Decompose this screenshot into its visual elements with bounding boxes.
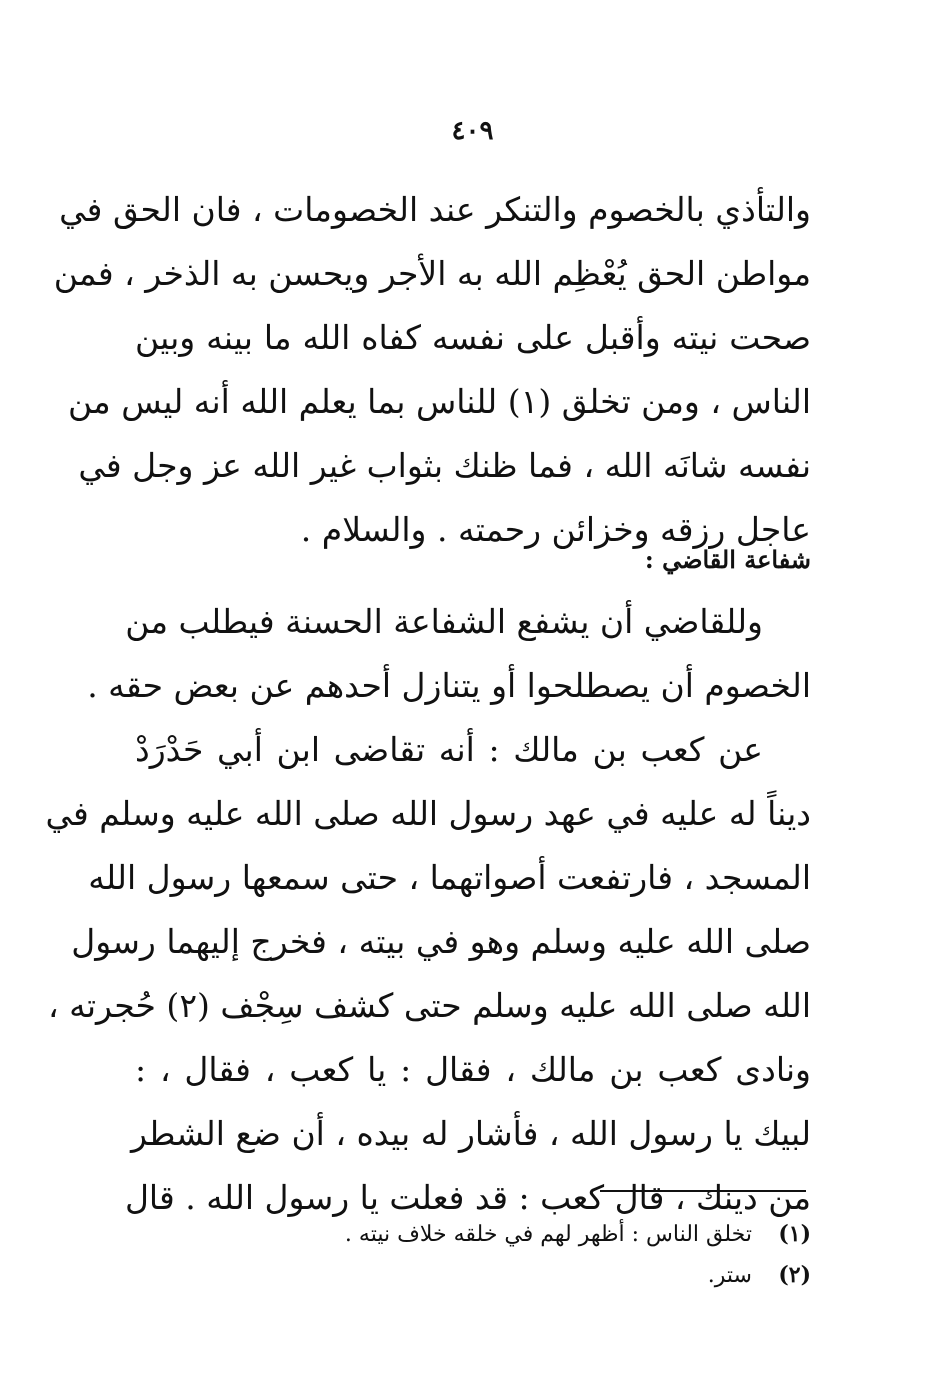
text-line: الناس ، ومن تخلق (١) للناس بما يعلم الله أنه ليس من xyxy=(67,382,811,421)
footnote-number: (١) xyxy=(778,1221,811,1247)
paragraph-intercession xyxy=(45,590,811,1230)
paragraph-conduct xyxy=(53,178,811,562)
footnote-text: تخلق الناس : أظهر لهم في خلقه خلاف نيته . xyxy=(344,1222,752,1247)
text-line: لبيك يا رسول الله ، فأشار له بيده ، أن ضع الشطر xyxy=(130,1114,811,1153)
text-line: ديناً له عليه في عهد رسول الله صلى الله عليه وسلم في xyxy=(45,794,811,833)
page-number: ٤٠٩ xyxy=(451,116,494,146)
footnotes xyxy=(135,1214,811,1296)
text-line: عاجل رزقه وخزائن رحمته . والسلام . xyxy=(300,510,811,549)
footnote-item xyxy=(135,1255,811,1296)
text-line: صلى الله عليه وسلم وهو في بيته ، فخرج إليهما رسول xyxy=(71,922,811,961)
text-line: والتأذي بالخصوم والتنكر عند الخصومات ، فان الحق في xyxy=(59,190,811,229)
text-line: مواطن الحق يُعْظِم الله به الأجر ويحسن به الذخر ، فمن xyxy=(53,254,811,293)
text-line: الله صلى الله عليه وسلم حتى كشف سِجْف (٢) حُجرته ، xyxy=(48,986,811,1025)
text-line: ونادى كعب بن مالك ، فقال : يا كعب ، فقال ، : xyxy=(135,1050,811,1089)
text-line: المسجد ، فارتفعت أصواتهما ، حتى سمعها رسول الله xyxy=(88,858,811,897)
text-line: صحت نيته وأقبل على نفسه كفاه الله ما بينه وبين xyxy=(135,318,811,357)
text-line: وللقاضي أن يشفع الشفاعة الحسنة فيطلب من xyxy=(125,602,763,641)
footnote-item xyxy=(135,1214,811,1255)
footnote-text: ستر. xyxy=(707,1263,752,1288)
section-heading: شفاعة القاضي : xyxy=(644,545,811,574)
footnote-separator xyxy=(600,1190,806,1192)
text-line: الخصوم أن يصطلحوا أو يتنازل أحدهم عن بعض حقه . xyxy=(87,666,811,705)
text-line: عن كعب بن مالك : أنه تقاضى ابن أبي حَدْرَدْ xyxy=(135,730,763,769)
text-line: من دينك ، قال كعب : قد فعلت يا رسول الله . قال xyxy=(124,1178,811,1217)
footnote-number: (٢) xyxy=(778,1262,811,1288)
text-line: نفسه شانَه الله ، فما ظنك بثواب غير الله عز وجل في xyxy=(78,446,811,485)
